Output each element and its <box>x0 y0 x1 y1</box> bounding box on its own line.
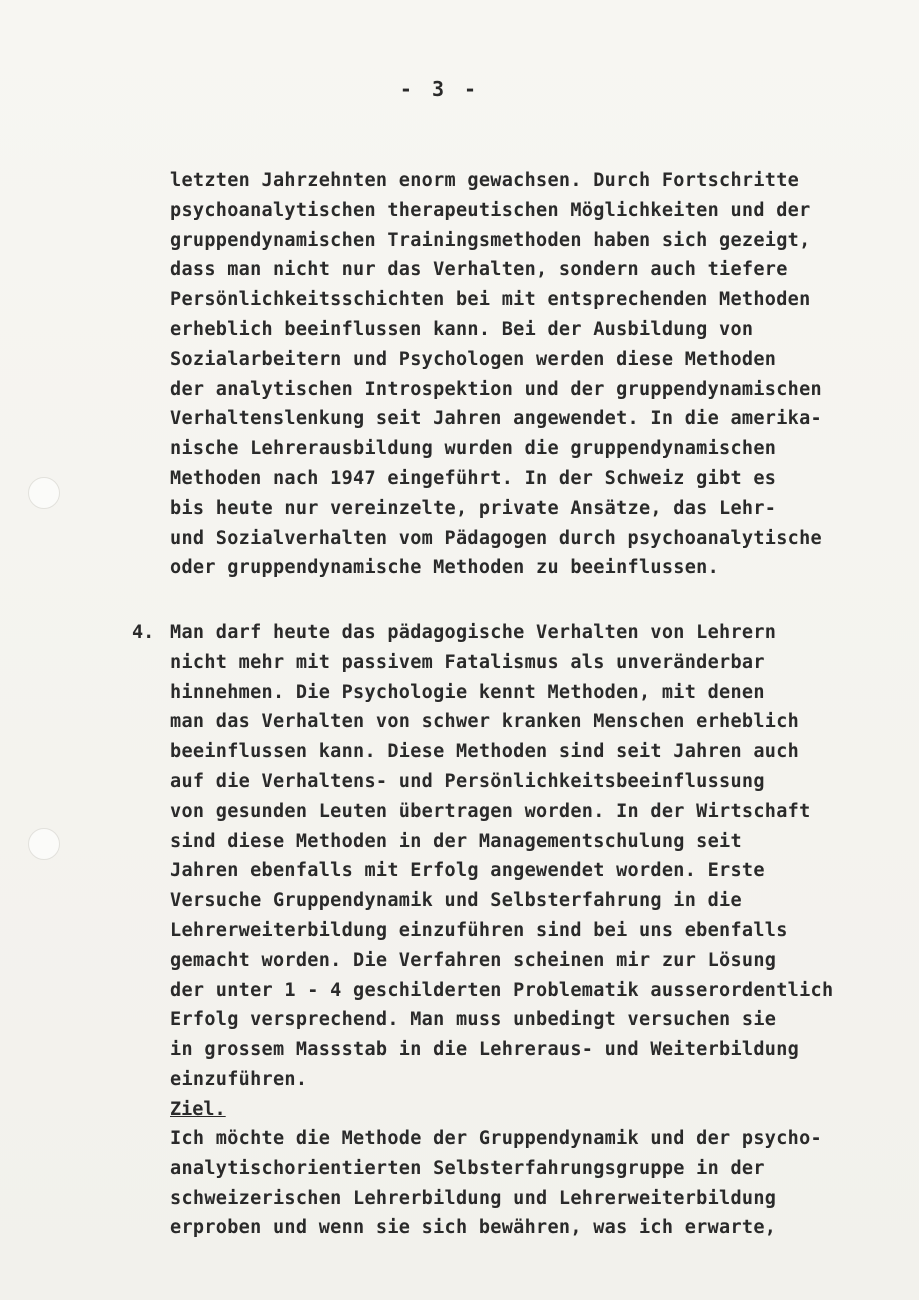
text-line: Versuche Gruppendynamik und Selbsterfahrung in die <box>170 890 742 912</box>
text-line: erheblich beeinflussen kann. Bei der Ausbildung von <box>170 318 754 340</box>
text-line: letzten Jahrzehnten enorm gewachsen. Durch Fortschritte <box>170 170 800 191</box>
text-line: Ich möchte die Methode der Gruppendynamik und der psycho- <box>170 1128 822 1149</box>
text-line: hinnehmen. Die Psychologie kennt Methoden, mit denen <box>170 681 765 703</box>
text-line: man das Verhalten von schwer kranken Menschen erheblich <box>170 711 800 733</box>
text-line: Sozialarbeitern und Psychologen werden diese Methoden <box>170 348 777 370</box>
text-line: Jahren ebenfalls mit Erfolg angewendet worden. Erste <box>170 860 765 882</box>
text-line: bis heute nur vereinzelte, private Ansätze, das Lehr- <box>170 497 777 519</box>
list-item-4-text <box>170 618 870 1095</box>
text-line: der unter 1 - 4 geschilderten Problematik ausserordentlich <box>170 979 834 1001</box>
text-line: erproben und wenn sie sich bewähren, was ich erwarte, <box>170 1217 777 1239</box>
text-line: nicht mehr mit passivem Fatalismus als unveränderbar <box>170 651 765 673</box>
text-line: der analytischen Introspektion und der gruppendynamischen <box>170 378 822 400</box>
text-line: sind diese Methoden in der Managementschulung seit <box>170 830 742 852</box>
text-line: Man darf heute das pädagogische Verhalten von Lehrern <box>170 622 777 643</box>
text-line: Verhaltenslenkung seit Jahren angewendet. In die amerika- <box>170 408 822 430</box>
text-line: und Sozialverhalten vom Pädagogen durch psychoanalytische <box>170 527 822 549</box>
text-line: auf die Verhaltens- und Persönlichkeitsbeeinflussung <box>170 770 765 792</box>
text-line: Methoden nach 1947 eingeführt. In der Schweiz gibt es <box>170 467 777 489</box>
text-line: einzuführen. <box>170 1068 308 1090</box>
text-line: psychoanalytischen therapeutischen Möglichkeiten und der <box>170 199 811 221</box>
text-line: Persönlichkeitsschichten bei mit entsprechenden Methoden <box>170 289 811 311</box>
text-line: analytischorientierten Selbsterfahrungsgruppe in der <box>170 1157 765 1179</box>
ziel-paragraph <box>170 1124 870 1243</box>
text-line: nische Lehrerausbildung wurden die gruppendynamischen <box>170 438 777 460</box>
punch-hole <box>28 477 60 509</box>
text-line: beeinflussen kann. Diese Methoden sind seit Jahren auch <box>170 741 800 763</box>
section-heading-ziel: Ziel. <box>170 1099 226 1120</box>
text-line: oder gruppendynamische Methoden zu beeinflussen. <box>170 557 720 579</box>
paragraph-1 <box>170 166 870 583</box>
text-line: Erfolg versprechend. Man muss unbedingt versuchen sie <box>170 1009 777 1031</box>
text-line: Lehrerweiterbildung einzuführen sind bei uns ebenfalls <box>170 919 788 941</box>
text-line: gemacht worden. Die Verfahren scheinen mir zur Lösung <box>170 949 777 971</box>
text-line: von gesunden Leuten übertragen worden. In der Wirtschaft <box>170 800 811 822</box>
text-line: in grossem Massstab in die Lehreraus- und Weiterbildung <box>170 1039 800 1061</box>
text-line: gruppendynamischen Trainingsmethoden haben sich gezeigt, <box>170 229 811 251</box>
text-line: dass man nicht nur das Verhalten, sondern auch tiefere <box>170 259 788 281</box>
text-line: schweizerischen Lehrerbildung und Lehrerweiterbildung <box>170 1187 777 1209</box>
punch-hole <box>28 828 60 860</box>
page-number: - 3 - <box>399 77 481 101</box>
list-item-number: 4. <box>132 622 155 643</box>
